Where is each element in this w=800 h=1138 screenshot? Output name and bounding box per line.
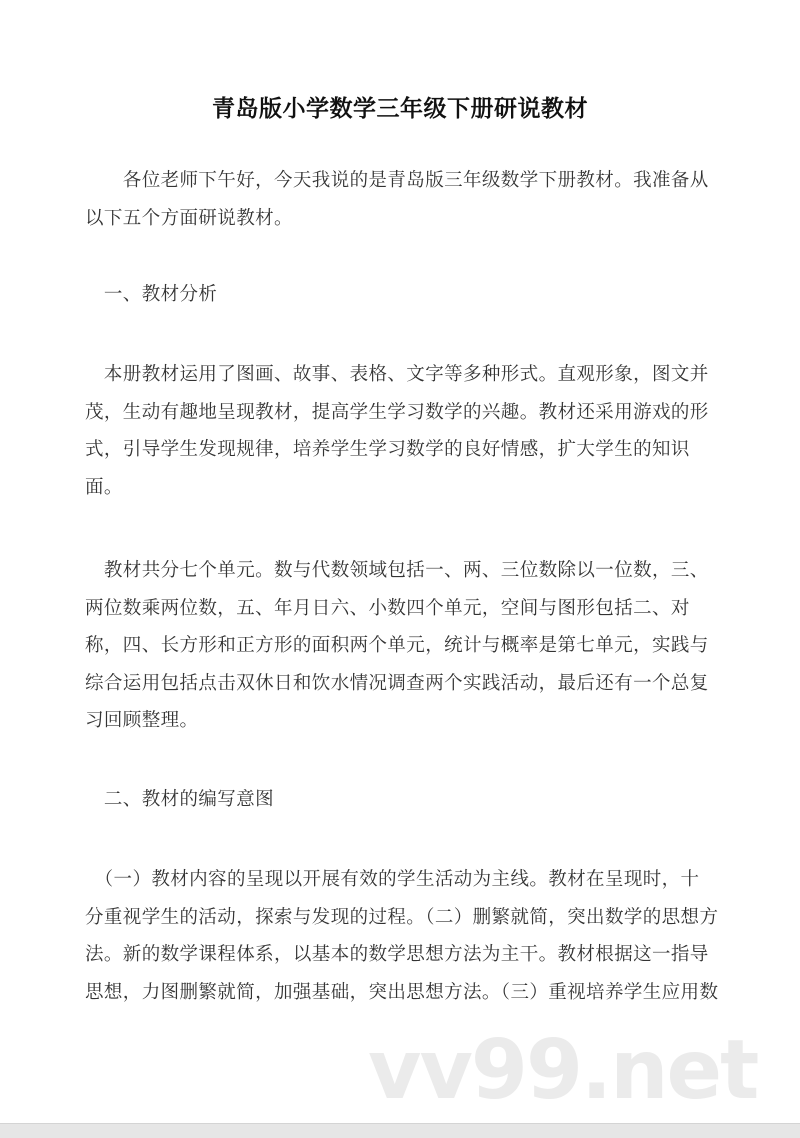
- watermark: vv99.net: [368, 1023, 758, 1118]
- page-bottom-bar: [0, 1123, 800, 1138]
- text-line: 习回顾整理。: [85, 710, 199, 732]
- section1-heading: [85, 276, 735, 314]
- section2-heading: [85, 781, 735, 819]
- document-title: 青岛版小学数学三年级下册研说教材: [212, 96, 588, 122]
- text-line: 分重视学生的活动，探索与发现的过程。（二）删繁就简，突出数学的思想方: [85, 906, 719, 928]
- text-line: 各位老师下午好，今天我说的是青岛版三年级数学下册教材。我准备从: [85, 170, 709, 191]
- text-line: 式，引导学生发现规律，培养学生学习数学的良好情感，扩大学生的知识: [85, 439, 690, 461]
- text-line: 思想，力图删繁就简，加强基础，突出思想方法。（三）重视培养学生应用数: [85, 981, 719, 1003]
- text-line: 面。: [85, 476, 123, 498]
- section1-paragraph-1: [85, 356, 735, 506]
- text-line: 茂，生动有趣地呈现教材，提高学生学习数学的兴趣。教材还采用游戏的形: [85, 401, 709, 423]
- section2-paragraph-1: [85, 861, 735, 1011]
- text-line: 两位数乘两位数，五、年月日六、小数四个单元，空间与图形包括二、对: [85, 597, 690, 619]
- heading-text: 二、教材的编写意图: [85, 789, 275, 810]
- text-line: 教材共分七个单元。数与代数领域包括一、两、三位数除以一位数，三、: [85, 560, 709, 581]
- heading-text: 一、教材分析: [85, 284, 218, 305]
- text-line: （一）教材内容的呈现以开展有效的学生活动为主线。教材在呈现时，十: [85, 869, 700, 890]
- text-line: 法。新的数学课程体系，以基本的数学思想方法为主干。教材根据这一指导: [85, 944, 709, 966]
- text-line: 称，四、长方形和正方形的面积两个单元，统计与概率是第七单元，实践与: [85, 635, 709, 657]
- text-line: 综合运用包括点击双休日和饮水情况调查两个实践活动，最后还有一个总复: [85, 672, 709, 694]
- text-line: 以下五个方面研说教材。: [85, 207, 293, 229]
- intro-paragraph: [85, 162, 735, 237]
- text-line: 本册教材运用了图画、故事、表格、文字等多种形式。直观形象，图文并: [85, 364, 709, 385]
- section1-paragraph-2: [85, 552, 735, 740]
